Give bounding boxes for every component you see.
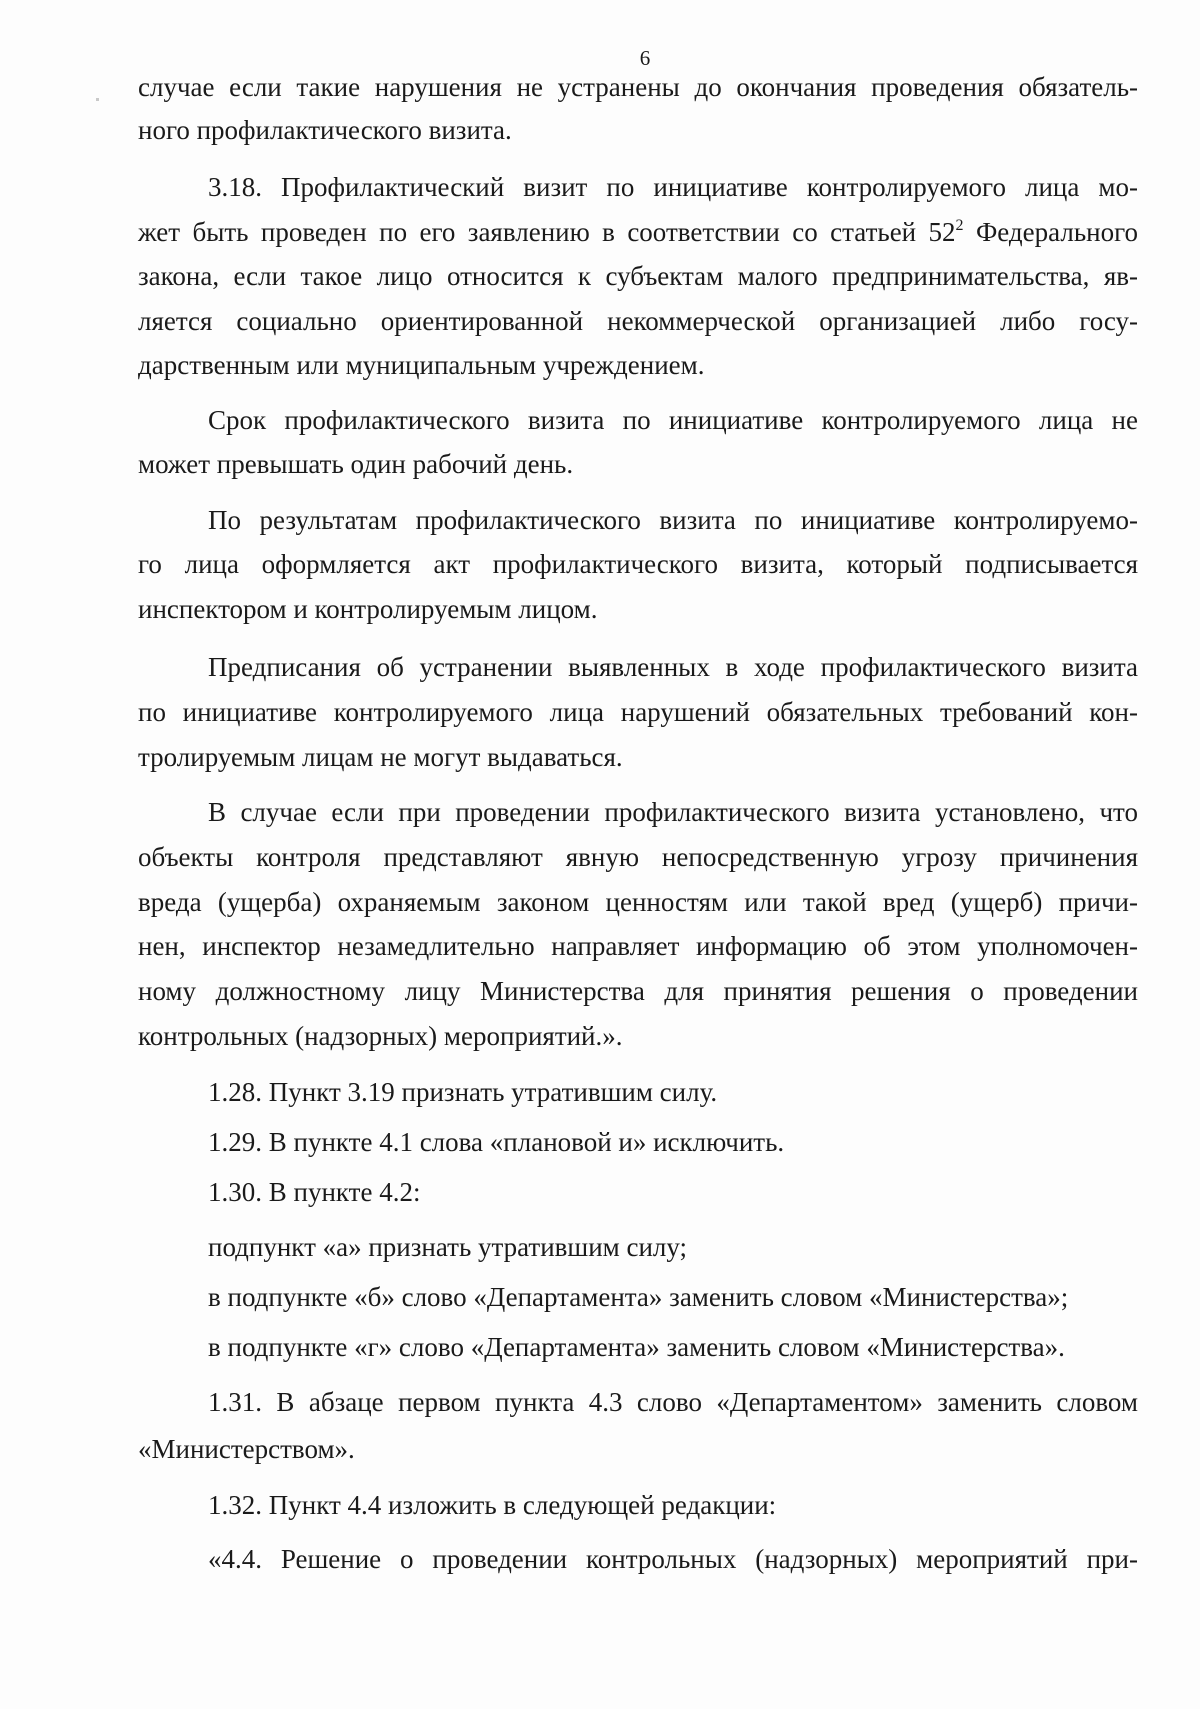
text-line: го лица оформляется акт профилактического визита, который подписывается — [138, 549, 1138, 579]
text-line: в подпункте «г» слово «Департамента» заменить словом «Министерства». — [208, 1332, 1065, 1362]
text-line: ному должностному лицу Министерства для принятия решения о проведении — [138, 976, 1138, 1006]
text-line: случае если такие нарушения не устранены до окончания проведения обязатель- — [138, 72, 1138, 102]
text-line: ного профилактического визита. — [138, 115, 512, 145]
text-line: контрольных (надзорных) мероприятий.». — [138, 1021, 623, 1051]
text-line: подпункт «а» признать утратившим силу; — [208, 1232, 688, 1262]
superscript: 2 — [955, 217, 964, 234]
text-line: «Министерством». — [138, 1434, 355, 1464]
text-line: ляется социально ориентированной некоммерческой организацией либо госу- — [138, 306, 1138, 336]
text-line: дарственным или муниципальным учреждением. — [138, 350, 705, 380]
text-line: 1.31. В абзаце первом пункта 4.3 слово «Департаментом» заменить словом — [208, 1387, 1138, 1417]
text-line: вреда (ущерба) охраняемым законом ценностям или такой вред (ущерб) причи- — [138, 887, 1138, 917]
scan-speck — [96, 98, 99, 101]
text-fragment: жет быть проведен по его заявлению в соответствии со статьей 52 — [138, 217, 956, 247]
text-line: 1.30. В пункте 4.2: — [208, 1177, 421, 1207]
text-line: 1.28. Пункт 3.19 признать утратившим силу. — [208, 1077, 718, 1107]
text-line — [138, 215, 1138, 249]
text-line: 3.18. Профилактический визит по инициативе контролируемого лица мо- — [208, 172, 1138, 202]
text-line: тролируемым лицам не могут выдаваться. — [138, 742, 623, 772]
text-line: «4.4. Решение о проведении контрольных (надзорных) мероприятий при- — [208, 1544, 1138, 1574]
page-number: 6 — [639, 46, 651, 70]
text-line: закона, если такое лицо относится к субъектам малого предпринимательства, яв- — [138, 261, 1138, 291]
text-line: По результатам профилактического визита по инициативе контролируемо- — [208, 505, 1138, 535]
text-line: может превышать один рабочий день. — [138, 449, 574, 479]
text-line: инспектором и контролируемым лицом. — [138, 594, 598, 624]
text-line: в подпункте «б» слово «Департамента» заменить словом «Министерства»; — [208, 1282, 1069, 1312]
text-line: Предписания об устранении выявленных в ходе профилактического визита — [208, 652, 1138, 682]
text-line: Срок профилактического визита по инициативе контролируемого лица не — [208, 405, 1138, 435]
text-line: по инициативе контролируемого лица нарушений обязательных требований кон- — [138, 697, 1138, 727]
text-line: 1.29. В пункте 4.1 слова «плановой и» исключить. — [208, 1127, 785, 1157]
text-line: нен, инспектор незамедлительно направляет информацию об этом уполномочен- — [138, 931, 1138, 961]
text-fragment: Федерального — [963, 217, 1138, 247]
text-line: 1.32. Пункт 4.4 изложить в следующей редакции: — [208, 1490, 777, 1520]
text-line: объекты контроля представляют явную непосредственную угрозу причинения — [138, 842, 1138, 872]
text-line: В случае если при проведении профилактического визита установлено, что — [208, 797, 1138, 827]
